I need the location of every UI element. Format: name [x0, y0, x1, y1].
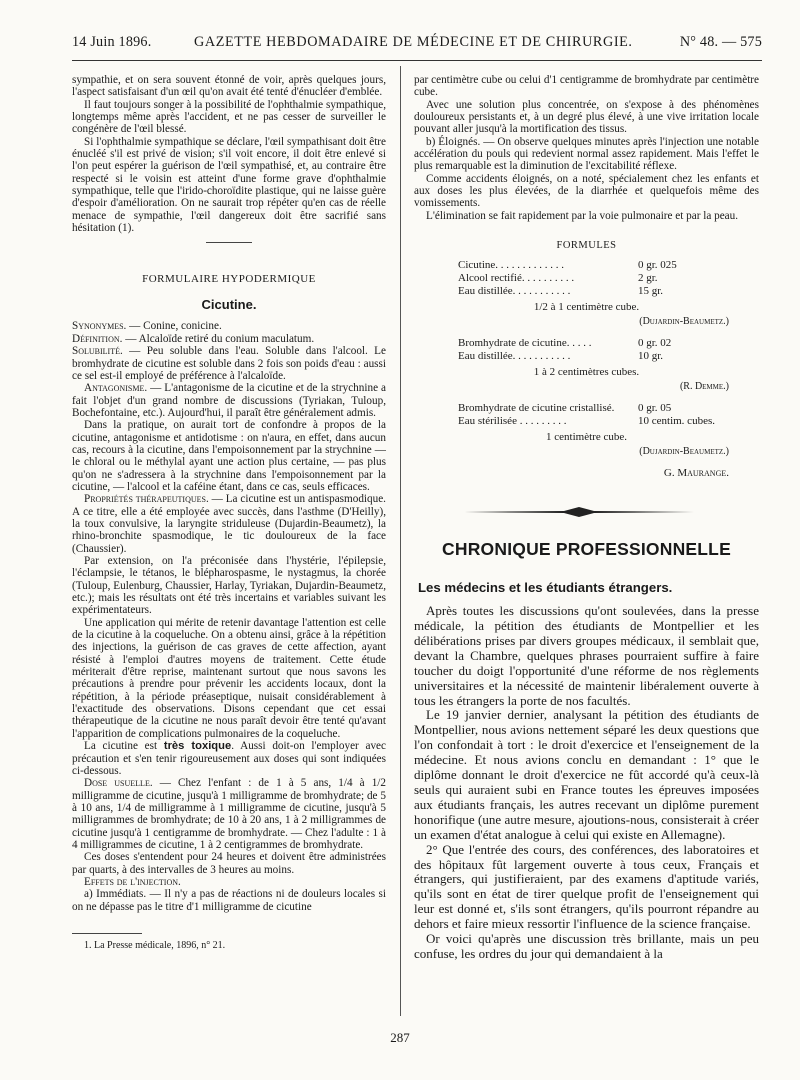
formula-row [414, 402, 759, 415]
ingredient-amount: 0 gr. 05 [638, 402, 672, 415]
page-number: 287 [390, 1030, 410, 1045]
formula-row [414, 259, 759, 272]
ornament-rule [414, 503, 759, 523]
journal-title: GAZETTE HEBDOMADAIRE DE MÉDECINE ET DE CHIRURGIE. [194, 34, 633, 50]
toxique-emphasis: très toxique [163, 740, 232, 753]
formula-dose: 1 à 2 centimètres cubes. [533, 366, 640, 379]
proprietes-paragraph [72, 493, 386, 555]
dose-label: Dose usuelle. [84, 777, 153, 790]
paragraph: a) Immédiats. — Il n'y a pas de réactions ni de douleurs locales si on ne dépasse pas le titre d'1 milligramme de cicutine [72, 888, 386, 913]
formula-2 [414, 337, 759, 392]
formula-row [414, 272, 759, 285]
paragraph: Ces doses s'entendent pour 24 heures et doivent être administrées par quarts, à des intervalles de 3 heures au moins. [72, 851, 386, 876]
paragraph: Il faut toujours songer à la possibilité de l'ophthalmie sympathique, longtemps même après l'accident, et ne pas cesser de surveiller le congénère de l'œil blessé. [72, 98, 386, 136]
solubilite-text: — Peu soluble dans l'eau. Soluble dans l'alcool. Le bromhydrate de cicutine est soluble dans 2 fois son poids d'eau : aussi ce sel est-il employé de préférence à l'alcaloïde. [72, 345, 386, 382]
issue-number: N° 48. — 575 [679, 34, 762, 50]
paragraph: sympathie, et on sera souvent étonné de voir, après quelques jours, l'aspect satisfaisant d'un œil qu'on avait été tenté d'énucléer d'emblée. [72, 74, 386, 99]
formula-row [414, 350, 759, 363]
definition-text: — Alcaloïde retiré du conium maculatum. [122, 332, 315, 345]
ingredient-name: Eau distillée. . . . . . . . . . . [458, 350, 571, 363]
toxique-paragraph [72, 740, 386, 777]
formula-3 [414, 402, 759, 457]
formula-row [414, 337, 759, 350]
paragraph: Avec une solution plus concentrée, on s'expose à des phénomènes douloureux persistants et, à un degré plus élevé, à une vive irritation locale pouvant aller jusqu'à la mortification des tissus. [414, 98, 759, 136]
paragraph: Dans la pratique, on aurait tort de confondre à propos de la cicutine, antagonisme et antidotisme : on n'aura, en effet, dans aucun cas, recours à la cicutine, dans l'empoisonnement par la strychnine — le chloral ou le méthylal ayant une action plus certaine, — pas plus qu'on ne s'adressera à la strychnine dans l'empoisonnement par la cicutine, — l'alcool et la caféine étant, dans ce cas, seuls efficaces. [72, 419, 386, 493]
footnote-rule [72, 933, 142, 934]
paragraph: Le 19 janvier dernier, analysant la pétition des étudiants de Montpellier, nous avions nettement séparé les deux questions que l'on confondait à tort : le droit d'exercice et l'enseignement de la médecine. Et nous avions conclu en demandant : 1° que le diplôme donnant le droit d'exercice ne fût accordé qu'à ceux-là seuls qui auraient subi en France toutes les épreuves imposées aux étudiants français, les autres recevant un diplôme purement honorifique (une autre mesure, ajoutions-nous, consisterait à créer un examen d'état analogue à celui qui existe en Allemagne). [414, 707, 759, 842]
footnote: 1. La Presse médicale, 1896, n° 21. [84, 939, 226, 951]
ingredient-amount: 0 gr. 02 [638, 337, 672, 350]
paragraph: Comme accidents éloignés, on a noté, spécialement chez les enfants et aux doses les plus élevées, de la diarrhée et quelquefois même des vomissements. [414, 172, 759, 210]
separator-rule [206, 242, 252, 243]
solubilite-paragraph [72, 345, 386, 382]
article-title: Cicutine. [201, 297, 257, 313]
dose-text: — Chez l'enfant : de 1 à 5 ans, 1/4 à 1/2 milligramme de cicutine, jusqu'à 1 milligramme de bromhydrate; de 5 à 10 ans, 1/4 de milligramme à 1 milligramme de cicutine, jusqu'à 5 milligrammes de bromhydrate; de 10 à 20 ans, 1 à 2 milligrammes de cicutine jusqu'à 1 centigramme de bromhydrate. — Chez l'adulte : 1 à 4 milligrammes de cicutine, 1 à 2 centigrammes de bromhydrate. [72, 777, 387, 851]
paragraph: Une application qui mérite de retenir davantage l'attention est celle de la cicutine à la coqueluche. On a obtenu ainsi, grâce à la répétition des injections, la guérison de cas graves de cette affection, ayant résisté à l'emploi d'autres moyens de traitement. Cette étude mériterait d'être reprise, maintenant surtout que nous savons les précautions à prendre pour prévenir les accidents locaux, dont la répétition, à la période préaseptique, nuisait considérablement à l'exactitude des observations. Disons cependant que cet essai thérapeutique de la cicutine ne nous paraît devoir être tenté qu'avant l'apparition de complications pulmonaires de la coqueluche. [72, 616, 386, 740]
right-column [414, 74, 759, 962]
proprietes-text: — La cicutine est un antispasmodique. A ce titre, elle a été employée avec succès, dans l'asthme (D'Heilly), la toux convulsive, la laryngite striduleuse (Dujardin-Beaumetz), la rhino-bronchite spasmodique, le tic douloureux de la face (Chaussier). [72, 493, 386, 555]
formula-citation: (Dujardin-Beaumetz.) [639, 446, 729, 458]
chronique-title: CHRONIQUE PROFESSIONNELLE [442, 539, 731, 560]
effets-heading: Effets de l'injection. [84, 875, 181, 888]
paragraph: Or voici qu'après une discussion très brillante, mais un peu confuse, les ordres du jour qui demandaient à la [414, 931, 759, 961]
dose-paragraph [72, 777, 386, 851]
author-signature: G. Maurange. [663, 467, 729, 480]
header-date: 14 Juin 1896. [72, 34, 152, 50]
formula-citation: (Dujardin-Beaumetz.) [639, 316, 729, 328]
paragraph: Après toutes les discussions qu'ont soulevées, dans la presse médicale, la pétition des étudiants de Montpellier et les délibérations prises par divers groupes médicaux, il semblait que, devant la Chambre, quelques phrases pourraient suffire à faire toucher du doigt l'opportunité d'une réforme de nos règlements universitaires et la nécessité de maintenir libéralement ouverte à tous les étrangers la porte de nos facultés. [414, 603, 759, 708]
ingredient-name: Alcool rectifié. . . . . . . . . . [458, 272, 575, 285]
paragraph: Si l'ophthalmie sympathique se déclare, l'œil sympathisant doit être énucléé s'il est privé de vision; s'il voit encore, il doit être enlevé si l'on peut espérer la guérison de l'œil sympathisé, et, au contraire être respecté si le voisin est atteint d'une forme grave d'ophthalmie sympathique, telle que l'irido-choroïdite plastique, qui ne laisse guère d'espoir d'amélioration. On ne saurait trop répéter qu'en cas de réelle menace de sympathie, l'œil dangereux doit être sacrifié sans hésitation (1). [72, 135, 386, 235]
column-divider [400, 66, 401, 1016]
synonymes-text: — Conine, conicine. [126, 320, 222, 333]
antagonisme-label: Antagonisme. [84, 382, 148, 395]
paragraph: b) Éloignés. — On observe quelques minutes après l'injection une notable accélération du pouls qui redevient normal assez rapidement. Mais l'effet le plus remarquable est la diminution de l'excitabilité réflexe. [414, 135, 759, 173]
ingredient-name: Bromhydrate de cicutine cristallisé. [458, 402, 615, 415]
section-heading: FORMULAIRE HYPODERMIQUE [142, 273, 316, 286]
proprietes-label: Propriétés thérapeutiques. [84, 493, 209, 506]
formula-row [414, 285, 759, 298]
synonymes-label: Synonymes. [72, 320, 127, 333]
definition-label: Définition. [72, 332, 123, 345]
chronique-subtitle: Les médecins et les étudiants étrangers. [418, 580, 673, 596]
left-column [72, 74, 386, 952]
paragraph: L'élimination se fait rapidement par la voie pulmonaire et par la peau. [426, 209, 739, 222]
ingredient-amount: 2 gr. [638, 272, 658, 285]
paragraph: Par extension, on l'a préconisée dans l'hystérie, l'épilepsie, l'éclampsie, le tétanos, le blépharospasme, le nystagmus, la chorée (Tuloup, Eulenburg, Chaussier, Harlay, Tyriakan, Dujardin-Beaumetz, etc.); mais les résultats ont été très incertains et variables suivant les expérimentateurs. [72, 555, 386, 617]
formula-1 [414, 259, 759, 327]
header-rule [72, 60, 762, 61]
ingredient-name: Cicutine. . . . . . . . . . . . . [458, 259, 565, 272]
ingredient-name: Bromhydrate de cicutine. . . . . [458, 337, 592, 350]
antagonisme-text: — L'antagonisme de la cicutine et de la strychnine a fait l'objet d'un grand nombre de discussions (Tyriakan, Tuloup, Bochefontaine, etc.). Aujourd'hui, il paraît être généralement admis. [72, 382, 386, 419]
toxique-pre: La cicutine est [84, 740, 164, 753]
ingredient-amount: 0 gr. 025 [638, 259, 677, 272]
chronique-body [414, 604, 759, 962]
solubilite-label: Solubilité. [72, 345, 123, 358]
page-header [72, 34, 762, 56]
antagonisme-paragraph [72, 382, 386, 419]
synonymes-paragraph [72, 320, 386, 332]
formula-dose: 1 centimètre cube. [546, 431, 627, 444]
ingredient-amount: 15 gr. [638, 285, 664, 298]
definition-paragraph [72, 333, 386, 345]
toxique-post: . Aussi doit-on l'employer avec précaution et s'en tenir rigoureusement aux doses qui sont indiquées ci-dessous. [72, 740, 386, 777]
ingredient-amount: 10 centim. cubes. [638, 415, 715, 428]
paragraph: par centimètre cube ou celui d'1 centigramme de bromhydrate par centimètre cube. [414, 74, 759, 99]
ingredient-name: Eau stérilisée . . . . . . . . . [458, 415, 567, 428]
formules-heading: FORMULES [556, 240, 617, 252]
ornament-icon [464, 507, 694, 517]
formula-dose: 1/2 à 1 centimètre cube. [533, 301, 640, 314]
ingredient-name: Eau distillée. . . . . . . . . . . [458, 285, 571, 298]
ingredient-amount: 10 gr. [638, 350, 664, 363]
formula-row [414, 415, 759, 428]
formula-citation: (R. Demme.) [679, 381, 729, 393]
paragraph: 2° Que l'entrée des cours, des conférences, des laboratoires et des hôpitaux fût largement ouverte à tous ceux, Français et étrangers, qui justifieraient, par des examens d'aptitude variés, qu'ils sont en état de tirer quelque profit de l'enseignement qui leur est donné et, s'ils sont étrangers, qu'ils pourront répandre au dehors et faire mieux ressortir l'influence de la science française. [414, 841, 759, 932]
